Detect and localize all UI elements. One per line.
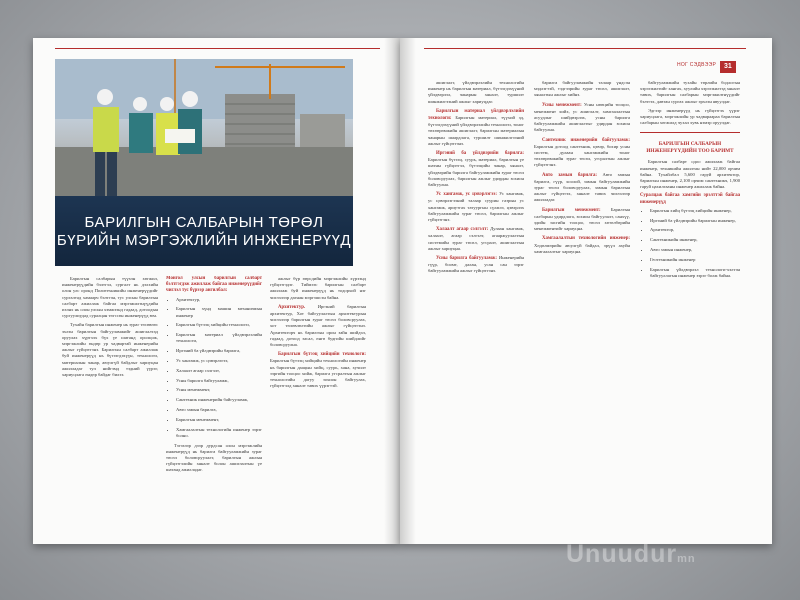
list-item: • Архитектор,	[650, 227, 740, 233]
section-text: Инженерийн гүүр, боомт, далан, усан сан зэрэг байгууламжийн ажлыг гүйцэтгэнэ.	[428, 255, 524, 274]
section-text: ашиглалт, үйлдвэрлэлийн технологийн инженер нь барилгын материал, бүтээгдэхүүний үйлдвэрлэл, чанарын хяналт, туршилт шинжилгээний ажлыг хариуцдаг.	[428, 80, 524, 104]
list-item: • Барилгын бүтээц хийцийн технологи,	[176, 322, 262, 328]
list-item: • Хамгаалалтын технологийн инженер зэрэг болно.	[176, 427, 262, 439]
watermark-main: Unuudur	[566, 540, 678, 568]
list-item: • Халаалт агаар сэлгэлт,	[176, 368, 262, 374]
section-heading: Барилгын материал үйлдвэрлэлийн технологи:	[428, 108, 524, 122]
column-3	[270, 276, 366, 528]
box-divider	[640, 132, 740, 133]
section-heading: Усны барилга байгууламж:	[436, 256, 497, 262]
paragraph: Эдгээр инженерүүд нь гүйцэтгэх үүрэг хариуцлага, мэргэжлийн ур чадвараараа барилгын салбарын хөгжилд чухал хувь нэмэр оруулдаг.	[640, 107, 740, 126]
column-1	[62, 276, 158, 528]
paragraph: Тухайн барилгын инженер нь зураг төсөвөөс эхлэн барилгын байгууламжийг ашиглалтад оруулах хүртэлх бүх үе шатанд оролцож, мэргэжлийн өндөр ур чадвартай инженерийн ажлыг гүйцэтгэнэ. Барилгын салбарт ажиллаж буй инженерүүд нь бүтээгдэхүүн, технологи, материалын чанар, аюулгүй байдлыг хариуцан ажилладаг тул нийгэмд тэдний үүрэг, хариуцлага өндөр байдаг билээ.	[62, 322, 158, 378]
section-text: Барилгын дотоод сантехник, цэвэр, бохир усны систем, дулаан хангамжийн тоног төхөөрөмжийн зураг төсөл, угсралтын ажлыг гүйцэтгэнэ.	[534, 143, 630, 168]
watermark-suffix: mn	[677, 553, 696, 565]
section-text: Барилгын бүтээц хийцийн технологийн инженер нь барилгын даацын хийц, суурь, хана, хучилт зэргийн тооцоо хийж, барилга угсралтын ажлыг технологийн дагуу зохион байгуулах, гүйцэтгэлд хяналт тавих үүрэгтэй.	[270, 358, 366, 389]
list-item: • Барилгын үйлдвэрлэл технологи-хэлтэн байгууллагын инженер зэрэг болж байна.	[650, 267, 740, 279]
list-intro: Монгол улсын барилгын салбарт бэлтгэгдэж ажиллаж байгаа инженерүүдийг чиглэл тус бүрээр ангилбал:	[166, 276, 262, 294]
section-heading: Ус хангамж, ус цэвэрлэгээ:	[436, 192, 497, 198]
section-heading: Халаалт агаар сэлгэлт:	[436, 227, 489, 233]
list-item: • Барилгын менежмент,	[176, 417, 262, 423]
construction-site-photo	[55, 59, 353, 196]
list-item: • Сантехник инженерийн байгууламж,	[176, 397, 262, 403]
article-title-band	[55, 196, 353, 266]
section-heading: Сантехник инженерийн байгууламж:	[542, 137, 630, 143]
section-text: Хөдөлмөрийн аюулгүй байдал, эрүүл ахуйн хамгаалалтыг хариуцна.	[534, 242, 630, 254]
section-text: Барилгын материал, түүхий эд, бүтээгдэхүүний үйлдвэрлэлийн технологи, тоног төхөөрөмжийн ашиглалт, барилгын материалын чанарын шаардлага, туршилт шинжилгээний ажлыг гүйцэтгэнэ.	[428, 115, 524, 146]
section-text: Иргэний барилгын архитектур, Хот байгуулалтын архитектурын чиглэлээр барилгын зураг төсөл боловсруулах, хот төлөвлөлтийн ажлыг гүйцэтгэнэ. Архитекторч нь барилгын орон зайн шийдэл, гадаад, дотоод засал, өнгө будгийн шийдлийг боловсруулна.	[270, 303, 366, 348]
list-item: • Авто замын барилга,	[176, 407, 262, 413]
section-heading: Барилгын бүтээц хийцийн технологи:	[278, 352, 366, 358]
section-text: Барилгын салбарын удирдлага, зохион байгуулалт, санхүү, эдийн засгийн тооцоо, төсөл хөтөлбөрийн менежментийг хариуцна.	[534, 206, 630, 232]
section-heading: Иргэний ба үйлдвэрийн барилга:	[436, 151, 524, 157]
paragraph: Барилгын салбарын түүхэн хөгжил, инженерүүдийн бэлтгэл, сургалт нь дэлхийн олон улс оронд Политехникийн инженерүүдийг сургалтад хамаарч бэлтгэн, тус улсын барилгын салбарт ажиллаж байгаа мэргэжилтнүүдийн ихэнх нь олон улсын хэмжээнд гадаад, дотоодын сургуулиудад суралцан төгссөн инженерүүд юм.	[62, 276, 158, 319]
list-item: • Барилгын хүнд машин механизмын инженер	[176, 306, 262, 318]
column-2	[166, 276, 262, 528]
paragraph: ажлыг бүр өөрсдийн мэргэжлийн хүрээнд гүйцэтгэдэг. Тиймээс барилгын салбарт ажиллаж буй инженерүүд нь тодорхой нэг чиглэлээр дагнан мэргэшсэн байна.	[270, 276, 366, 300]
list-item: • Геотехникийн инженер	[650, 257, 740, 263]
list-item: • Иргэний ба үйлдвэрийн барилга,	[176, 348, 262, 354]
list-item: • Сантехникийн инженер,	[650, 237, 740, 243]
section-text: Барилгын бүтээц, суурь, материал, барилгын үе шатны гүйцэтгэл, бүтээцийн чанар, хяналт, үйлдвэрийн барилга байгууламжийн зураг төсөл боловсруулах, барилгын ажлыг удирдан зохион байгуулна.	[428, 157, 524, 188]
column-6	[640, 80, 740, 528]
column-5	[534, 80, 630, 528]
section-heading: Усны менежмент:	[542, 102, 582, 108]
article-title-line2: БҮРИЙН МЭРГЭЖЛИЙН ИНЖЕНЕРҮҮД	[56, 232, 352, 249]
list-item: • Усны менежмент,	[176, 387, 262, 393]
list-item: • Ус хангамж, ус цэвэрлэгээ,	[176, 358, 262, 364]
column-4	[428, 80, 524, 528]
list-item: • Барилгын хийц бүтээц хийцийн инженер,	[650, 208, 740, 214]
page-number-right: 31	[720, 61, 736, 73]
paragraph: Тэгэхээр дээр дурдсан олон мэргэжлийн инженерүүд нь барилга байгууламжийн зураг төсөл боловсруулалт, барилгын ажлын гүйцэтгэлийн хяналт болон ашиглалтын үе шатанд ажилладаг.	[166, 442, 262, 473]
list-item: • Архитектур,	[176, 297, 262, 303]
list-item: • Иргэний ба үйлдвэрийн барилгын инженер,	[650, 218, 740, 224]
section-text: Авто замын барилга, гүүр, хоолой, замын байгууламжийн зураг төсөл боловсруулах, замын барилгын ажлыг гүйцэтгэх, хяналт тавих чиглэлээр ажилладаг.	[534, 171, 630, 203]
section-heading: Барилгын менежмент:	[542, 207, 601, 213]
in-demand-list	[640, 208, 740, 279]
list-item: • Авто замын инженер,	[650, 247, 740, 253]
section-text: Дулаан хангамж, халаалт, агаар сэлгэлт, агааржуулалтын системийн зураг төсөл, угсралт, ашиглалтын ажлыг хариуцна.	[428, 226, 524, 251]
facts-box-text: Барилгын салбарт одоо ажиллаж байгаа инженер, техникийн ажилтан нийт 22,000 орчим байна. Тухайлбал 5,600 гаруй архитектор, барилгын инженер, 2,100 орчим сантехникч, 1,900 гаруй цахилгааны инженер ажиллаж байна.	[640, 159, 740, 190]
header-rule-right	[424, 48, 746, 49]
paragraph: байгууламжийн тухайн төрлийн бодлогын хэрэгжилтийг хангах, хуулийн хэрэгжилтэд хяналт тавих, барилгын салбарын мэргэжилтнүүдийг бэлтгэх, давтан сургах ажлыг эрхлэн явуулдаг.	[640, 80, 740, 104]
section-heading: Хамгаалалтын технологийн инженер:	[542, 236, 630, 242]
site-watermark	[566, 540, 696, 569]
section-text: Ус хангамж, ус цэвэрлэгээний талаар суурин газрын ус хангамж, ариутгах татуургын сүлжээ, цэвэрлэх байгууламжийн зураг төсөл, барилгын ажлыг гүйцэтгэнэ.	[428, 191, 524, 223]
list-item: • Барилгын материал үйлдвэрлэлийн технологи,	[176, 332, 262, 344]
section-header-right: НОГ СЭДВЭЭР	[677, 62, 717, 68]
photo-illustration	[55, 59, 353, 196]
list-item: • Усны барилга байгууламж,	[176, 378, 262, 384]
section-heading: Архитектур.	[278, 304, 306, 310]
section-text: Усны нөөцийн тооцоо, менежмент хийх, ус ашиглалт, хамгаалалтын асуудлыг шийдвэрлэх, усны барилга байгууламжийн ашиглалтыг удирдан зохион байгуулна.	[534, 101, 630, 133]
section-text: барилга байгууламжийн талаар үндсэн мэдлэгтэй, тэдгээрийн зураг төсөл, ашиглалт, хяналтын ажлыг хийнэ.	[534, 80, 630, 98]
header-rule	[55, 48, 380, 49]
article-title-line1: БАРИЛГЫН САЛБАРЫН ТӨРӨЛ	[84, 214, 324, 231]
section-heading: Авто замын барилга:	[542, 172, 597, 178]
engineer-list	[166, 297, 262, 439]
facts-box-title: БАРИЛГЫН САЛБАРЫН ИНЖЕНЕРҮҮДИЙН ТОО БАРИМТ	[646, 141, 734, 155]
facts-box-subhead: Суралцаж байгаа хамгийн эрэлттэй байгаа инженерүүд	[640, 193, 740, 205]
